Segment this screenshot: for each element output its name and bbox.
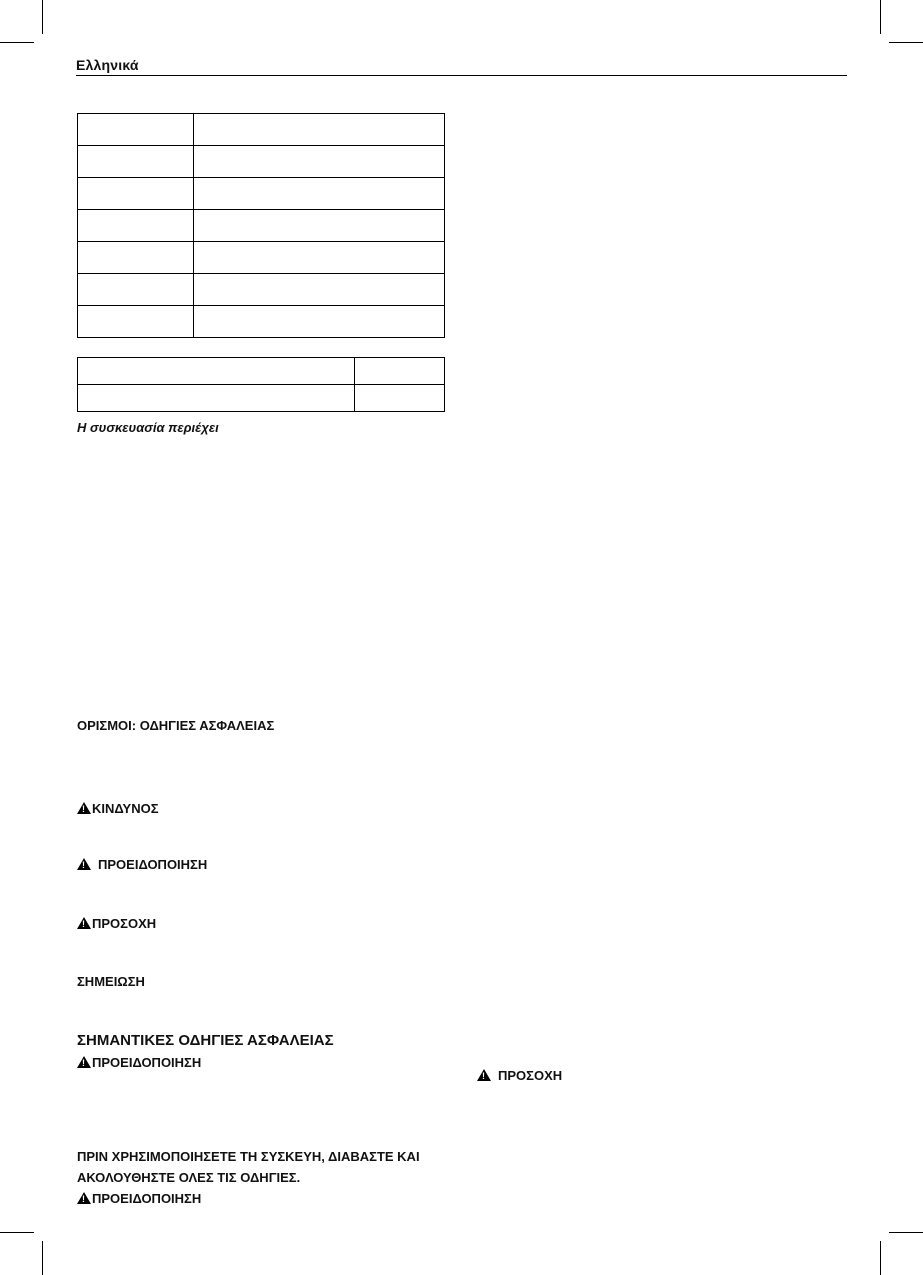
read-instructions-line-1: ΠΡΙΝ ΧΡΗΣΙΜΟΠΟΙΗΣΕΤΕ ΤΗ ΣΥΣΚΕΥΗ, ΔΙΑΒΑΣΤΕ ΚΑΙ	[77, 1149, 420, 1164]
warning-triangle-icon	[77, 858, 91, 870]
table-cell	[78, 178, 194, 210]
warning-triangle-icon	[77, 917, 91, 929]
crop-mark	[0, 1232, 34, 1233]
table-cell	[78, 114, 194, 146]
table-row	[78, 178, 445, 210]
table-cell	[355, 385, 445, 412]
table-row	[78, 306, 445, 338]
warning-triangle-icon	[77, 802, 91, 814]
table-cell	[78, 242, 194, 274]
crop-mark	[0, 42, 34, 43]
notice-label: ΣΗΜΕΙΩΣΗ	[77, 974, 145, 989]
table-cell	[78, 210, 194, 242]
table-cell	[78, 146, 194, 178]
warning-triangle-icon	[77, 1192, 91, 1204]
table-cell	[78, 274, 194, 306]
table-cell	[194, 146, 445, 178]
table-row	[78, 385, 445, 412]
crop-mark	[42, 0, 43, 34]
table-row	[78, 210, 445, 242]
warning-triangle-icon	[477, 1069, 491, 1081]
crop-mark	[889, 1232, 923, 1233]
package-contents-heading: Η συσκευασία περιέχει	[77, 420, 219, 435]
warning-label: !ΠΡΟΕΙΔΟΠΟΙΗΣΗ	[77, 857, 207, 872]
important-safety-warning: !ΠΡΟΕΙΔΟΠΟΙΗΣΗ	[77, 1055, 201, 1070]
table-cell	[194, 306, 445, 338]
table-cell	[78, 385, 355, 412]
danger-label: !ΚΙΝΔΥΝΟΣ	[77, 801, 159, 816]
table-cell	[355, 358, 445, 385]
table-cell	[78, 358, 355, 385]
caution-label: !ΠΡΟΣΟΧΗ	[77, 916, 156, 931]
table-row	[78, 274, 445, 306]
definitions-heading: ΟΡΙΣΜΟΙ: ΟΔΗΓΙΕΣ ΑΣΦΑΛΕΙΑΣ	[77, 718, 275, 733]
header-divider	[76, 75, 847, 76]
crop-mark	[42, 1241, 43, 1275]
spec-table-secondary	[77, 357, 445, 412]
crop-mark	[880, 1241, 881, 1275]
table-cell	[194, 274, 445, 306]
crop-mark	[880, 0, 881, 34]
table-cell	[78, 306, 194, 338]
table-row	[78, 146, 445, 178]
table-row	[78, 358, 445, 385]
right-column-caution: !ΠΡΟΣΟΧΗ	[477, 1068, 562, 1083]
language-header: Ελληνικά	[76, 57, 139, 73]
table-row	[78, 114, 445, 146]
spec-table	[77, 113, 445, 338]
table-cell	[194, 242, 445, 274]
crop-mark	[889, 42, 923, 43]
table-cell	[194, 178, 445, 210]
warning-triangle-icon	[77, 1056, 91, 1068]
read-instructions-warning: !ΠΡΟΕΙΔΟΠΟΙΗΣΗ	[77, 1191, 201, 1206]
table-cell	[194, 114, 445, 146]
table-row	[78, 242, 445, 274]
table-cell	[194, 210, 445, 242]
read-instructions-line-2: ΑΚΟΛΟΥΘΗΣΤΕ ΟΛΕΣ ΤΙΣ ΟΔΗΓΙΕΣ.	[77, 1170, 301, 1185]
important-safety-heading: ΣΗΜΑΝΤΙΚΕΣ ΟΔΗΓΙΕΣ ΑΣΦΑΛΕΙΑΣ	[77, 1032, 334, 1049]
